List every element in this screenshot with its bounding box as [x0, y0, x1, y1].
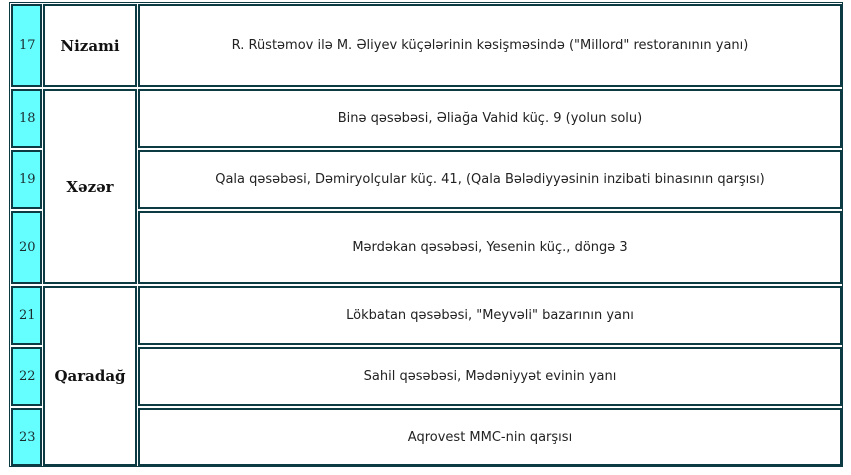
- address-22: Sahil qəsəbəsi, Mədəniyyət evinin yanı: [138, 347, 842, 406]
- address-20: Mərdəkan qəsəbəsi, Yesenin küç., döngə 3: [138, 211, 842, 284]
- address-19: Qala qəsəbəsi, Dəmiryolçular küç. 41, (Qala Bələdiyyəsinin inzibati binasının qarşısı): [138, 150, 842, 209]
- row-number-21: 21: [11, 286, 42, 345]
- district-nizami: Nizami: [43, 4, 137, 87]
- address-21: Lökbatan qəsəbəsi, "Meyvəli" bazarının yanı: [138, 286, 842, 345]
- district-qaradag: Qaradağ: [43, 286, 137, 466]
- address-23: Aqrovest MMC-nin qarşısı: [138, 408, 842, 466]
- row-number-20: 20: [11, 211, 42, 284]
- row-number-17: 17: [11, 4, 42, 87]
- row-number-18: 18: [11, 89, 42, 148]
- locations-table: [9, 2, 843, 467]
- row-number-19: 19: [11, 150, 42, 209]
- address-17: R. Rüstəmov ilə M. Əliyev küçələrinin kəsişməsində ("Millord" restoranının yanı): [138, 4, 842, 87]
- district-xezer: Xəzər: [43, 89, 137, 284]
- row-number-23: 23: [11, 408, 42, 466]
- row-number-22: 22: [11, 347, 42, 406]
- address-18: Binə qəsəbəsi, Əliağa Vahid küç. 9 (yolun solu): [138, 89, 842, 148]
